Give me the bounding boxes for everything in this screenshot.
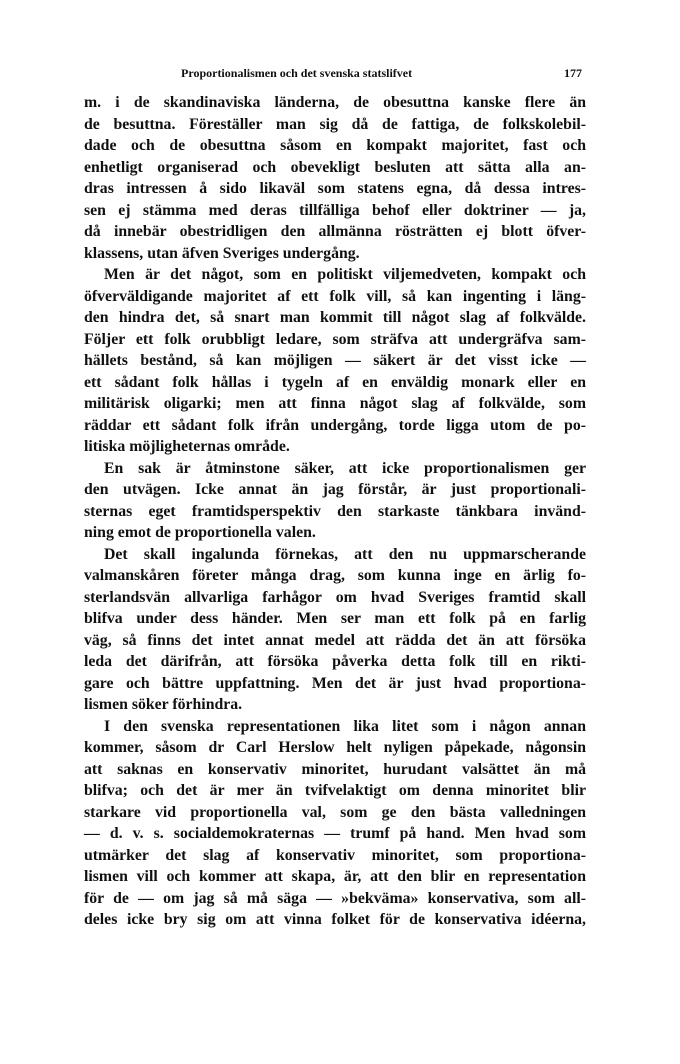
text-line [84, 651, 586, 673]
italic-text: folket [331, 911, 371, 928]
italic-text: leda [84, 653, 113, 670]
text-line [84, 135, 586, 157]
text-line [84, 522, 586, 544]
text-line [84, 329, 586, 351]
text-run: I den svenska representationen lika litet som i någon annan [104, 717, 586, 735]
text-line [84, 436, 586, 458]
text-run: de besuttna. Föreställer man sig då de fattiga, de folkskolebil- [84, 115, 586, 133]
text-run: kommer, såsom dr Carl Herslow helt nyligen påpekade, någonsin [84, 739, 586, 756]
text-run: dras intressen å sido likaväl som statens egna, då dessa intres- [84, 180, 586, 197]
text-run: dade och de obesuttna såsom en kompakt majoritet, fast och [84, 137, 586, 154]
text-line [84, 157, 586, 179]
italic-text: Men är det något, som en politiskt viljemedveten, kompakt och [104, 266, 586, 283]
text-run: gare och bättre uppfattning. [84, 674, 312, 692]
text-run: Följer ett folk orubbligt ledare, som sträfva att undergräfva sam- [84, 330, 586, 348]
text-run: det därifrån, att försöka påverka detta folk till en rikti- [112, 653, 586, 670]
text-line [84, 780, 586, 802]
text-run: sen ej stämma med deras tillfälliga behof eller doktriner — ja, [84, 201, 586, 219]
text-line [84, 759, 586, 781]
text-line [84, 587, 586, 609]
text-run: för de — om jag så må säga — »bekväma» konservativa, som all- [84, 889, 586, 907]
page-number: 177 [564, 66, 582, 80]
text-line [84, 286, 586, 308]
text-line [84, 393, 586, 415]
text-run: Det skall ingalunda förnekas, att den nu uppmarscherande [104, 545, 586, 563]
text-line [84, 372, 586, 394]
text-line [84, 845, 586, 867]
text-line [84, 92, 586, 114]
text-line [84, 243, 586, 265]
text-run: den utvägen. Icke annat än jag förstår, är just proportionali- [84, 481, 586, 498]
text-line [84, 608, 586, 630]
text-run: väg, så finns det intet annat medel att rädda det än att försöka [84, 631, 586, 649]
text-line [84, 565, 586, 587]
running-title: Proportionalismen och det svenska statslifvet [181, 66, 413, 80]
text-run: hällets bestånd, så kan möjligen — säkert är det visst icke — [84, 352, 586, 369]
text-line [84, 673, 586, 695]
italic-text: lismen söker förhindra. [84, 696, 243, 713]
text-run: starkare vid proportionella val, som ge den bästa valledningen [84, 803, 586, 821]
text-run: räddar ett sådant folk ifrån undergång, torde ligga utom de po- [84, 416, 586, 434]
text-line [84, 264, 586, 286]
text-run: klassens, utan äfven Sveriges undergång. [84, 244, 360, 262]
text-run: enhetligt organiserad och obevekligt besluten att sätta alla an- [84, 158, 586, 176]
text-line [84, 307, 586, 329]
text-line [84, 501, 586, 523]
text-line [84, 909, 586, 931]
text-line [84, 888, 586, 910]
text-line [84, 350, 586, 372]
text-line [84, 178, 586, 200]
text-run: då innebär obestridligen den allmänna rösträtten ej blott öfver- [84, 223, 586, 240]
text-line [84, 630, 586, 652]
text-run: valmanskåren företer många drag, som kunna inge en ärlig fo- [84, 567, 586, 584]
text-run: att saknas en konservativ minoritet, hurudant valsättet än må [84, 760, 586, 778]
text-run: litiska möjligheternas område. [84, 438, 290, 455]
text-line [84, 737, 586, 759]
text-line [84, 200, 586, 222]
text-run: sternas eget framtidsperspektiv den starkaste tänkbara invänd- [84, 502, 586, 520]
text-run: blifva; och det är mer än tvifvelaktigt om denna minoritet blir [84, 782, 586, 799]
italic-text: Men det är just hvad proportiona- [311, 674, 586, 692]
text-run: lismen vill och kommer att skapa, är, att den blir en representation [84, 868, 586, 885]
text-run: — d. v. s. socialdemokraternas — trumf på hand. Men hvad som [84, 825, 586, 842]
text-line [84, 694, 586, 716]
text-run: militärisk oligarki; men att finna något slag af folkvälde, som [84, 395, 586, 412]
body-text [84, 92, 586, 931]
text-run: flere än [510, 94, 586, 111]
text-run: deles icke bry sig om att vinna [84, 911, 332, 928]
running-header [0, 66, 680, 84]
text-run: för de konservativa idéerna, [370, 911, 586, 928]
italic-text: proportionalismen [424, 459, 550, 477]
text-run: ning emot de proportionella valen. [84, 524, 316, 541]
text-line [84, 802, 586, 824]
text-line [84, 479, 586, 501]
text-run: blifva under dess händer. Men ser man ett folk på en farlig [84, 610, 586, 627]
text-line [84, 716, 586, 738]
text-line [84, 221, 586, 243]
text-line [84, 114, 586, 136]
text-run: ger [549, 459, 586, 477]
italic-text: den hindra det, så snart man kommit till något slag af folkvälde. [84, 309, 586, 326]
text-run: utmärker det slag af konservativ minoritet, som proportiona- [84, 846, 586, 864]
text-line [84, 415, 586, 437]
text-run: ett sådant folk hållas i tygeln af en enväldig monark eller en [84, 373, 586, 391]
text-line [84, 866, 586, 888]
text-run: m. i de skandinaviska länderna, de obesuttna [84, 94, 464, 111]
text-line [84, 544, 586, 566]
italic-text: kanske [463, 94, 511, 111]
text-run: sterlandsvän allvarliga farhågor om hvad Sveriges framtid skall [84, 588, 586, 606]
text-run: En sak är åtminstone säker, att icke [104, 459, 425, 477]
text-line [84, 823, 586, 845]
italic-text: öfverväldigande majoritet af ett folk vill, så kan ingenting i läng- [84, 287, 586, 305]
text-line [84, 458, 586, 480]
